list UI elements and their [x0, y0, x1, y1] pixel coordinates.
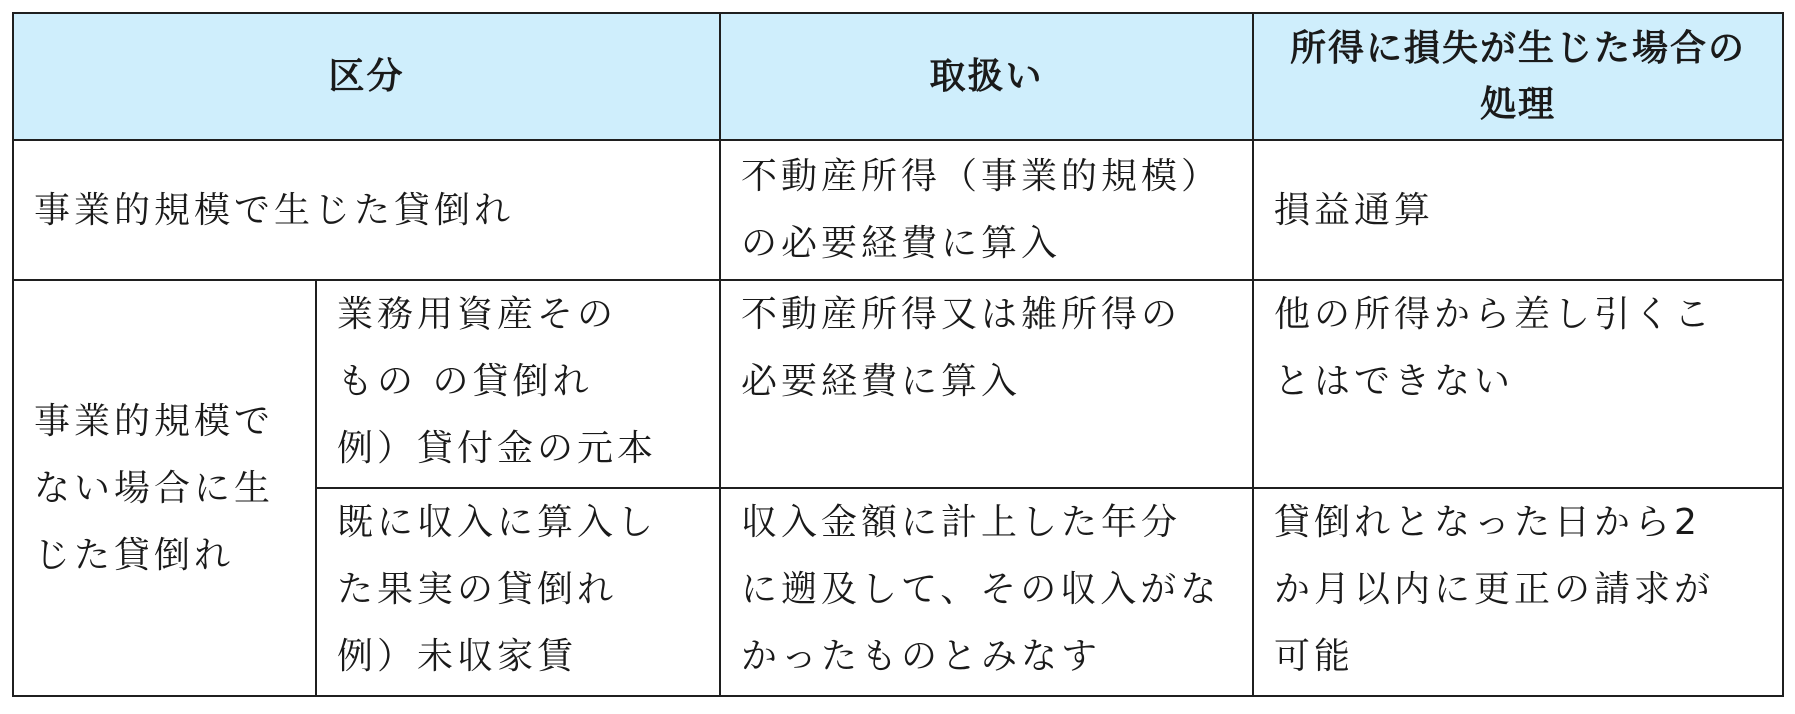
row1-category: 事業的規模で生じた貸倒れ [13, 140, 720, 280]
row1-loss: 損益通算 [1253, 140, 1783, 280]
header-category: 区分 [13, 13, 720, 140]
row2-loss: 他の所得から差し引くこ とはできない [1253, 280, 1783, 488]
header-treatment: 取扱い [720, 13, 1253, 140]
table-row [13, 280, 1783, 488]
row3-treatment: 収入金額に計上した年分 に遡及して、その収入がな かったものとみなす [720, 488, 1253, 696]
table-row [13, 140, 1783, 280]
row2-treatment: 不動産所得又は雑所得の 必要経費に算入 [720, 280, 1253, 488]
row3-subcategory: 既に収入に算入し た果実の貸倒れ 例）未収家賃 [316, 488, 720, 696]
tax-treatment-table [12, 12, 1784, 697]
header-loss-processing: 所得に損失が生じた場合の 処理 [1253, 13, 1783, 140]
document-table-wrapper [12, 12, 1784, 697]
row2-category: 事業的規模で ない場合に生 じた貸倒れ [13, 280, 316, 696]
header-row [13, 13, 1783, 140]
row2-subcategory: 業務用資産その もの の貸倒れ 例）貸付金の元本 [316, 280, 720, 488]
row3-loss: 貸倒れとなった日から2 か月以内に更正の請求が 可能 [1253, 488, 1783, 696]
row1-treatment: 不動産所得（事業的規模） の必要経費に算入 [720, 140, 1253, 280]
